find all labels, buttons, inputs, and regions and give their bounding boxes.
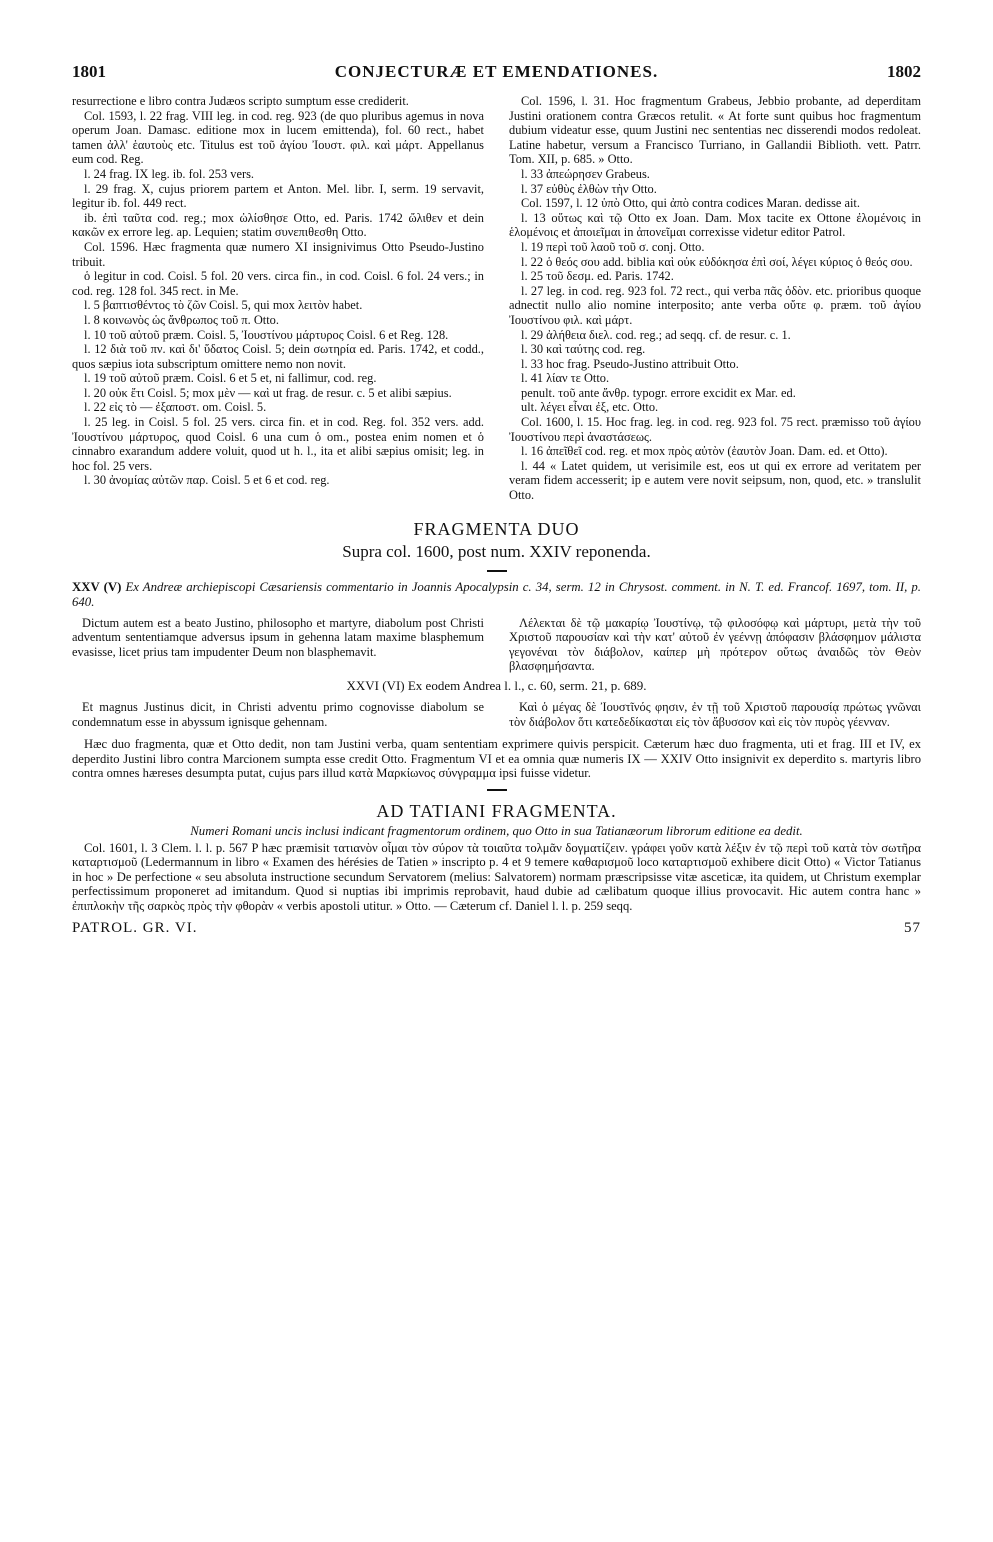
fragment-25-latin-column bbox=[72, 616, 484, 674]
right-column bbox=[509, 94, 921, 503]
note-paragraph: Col. 1596. Hæc fragmenta quæ numero XI insignivimus Otto Pseudo-Justino tribuit. bbox=[72, 239, 484, 269]
fragment-26-greek: Καὶ ὁ μέγας δὲ Ἰουστῖνός φησιν, ἐν τῇ τοῦ Χριστοῦ παρουσίᾳ πρώτως γνῶναι τὸν διάβολον ὅτι κατεδεδίκασται εἰς τὸν ἄβυσσον καὶ εἰς τὸν πυρὸς γέενναν. bbox=[509, 700, 921, 729]
note-paragraph: l. 22 ὁ θεός σου add. biblia καὶ οὐκ εὐδόκησα ἐπὶ σοί, λέγει κύριος ὁ θεός σου. bbox=[521, 254, 913, 269]
note-paragraph: penult. τοῦ ante ἄνθρ. typogr. errore excidit ex Mar. ed. bbox=[521, 385, 796, 400]
note-paragraph: l. 13 οὕτως καὶ τῷ Otto ex Joan. Dam. Mox tacite ex Ottone ἐλομένοις in ἑλομένοις et ἀποιεῖμαι in ἀπονεῖμαι correxisse videtur editor Patrol. bbox=[509, 210, 921, 240]
tatian-heading: AD TATIANI FRAGMENTA. bbox=[376, 800, 617, 821]
section-rule bbox=[487, 570, 507, 572]
note-paragraph: l. 27 leg. in cod. reg. 923 fol. 72 rect., qui verba πᾶς ὁδὸν. etc. prioribus quoque adnectit nullo alio nomine interposito; ante verba οὔτε φ. præm. τοῦ ἁγίου Ἰουστίνου φιλ. καὶ μάρτ. bbox=[509, 283, 921, 327]
note-paragraph: l. 44 « Latet quidem, ut verisimile est, eos ut qui ex errore ad veritatem per veram fidem accesserit; ip e autem vere novit seipsum, non, quod, etc. » translulit Otto. bbox=[509, 458, 921, 503]
footer-signature: PATROL. GR. VI. bbox=[72, 919, 198, 936]
note-paragraph: l. 10 τοῦ αὐτοῦ præm. Coisl. 5, Ἰουστίνου μάρτυρος Coisl. 6 et Reg. 128. bbox=[84, 327, 449, 342]
running-title: CONJECTURÆ ET EMENDATIONES. bbox=[334, 62, 659, 81]
note-paragraph: l. 41 λίαν τε Otto. bbox=[521, 371, 610, 386]
tatian-paragraph: Col. 1601, l. 3 Clem. l. l. p. 567 P hæc præmisit τατιανὸν οἶμαι τὸν σύρον τὰ τοιαῦτα τολμᾶν δογματίζειν. γράφει γοῦν κατὰ λέξιν ἐν τῷ περὶ τοῦ κατὰ τὸν σωτῆρα καταρτισμοῦ (Ledermannum in libro « Examen des hérésies de Tatien » inscripto p. 4 et 9 temere καθαρισμοῦ loco καταρτισμοῦ exhibere dicit Otto) « Victor Tatianus in hoc » De perfectione « seu absoluta instructione secundum Servatorem (melius: Salvatorem) normam præscripsisse vitæ asceticæ, ita quidem, ut Christum exemplar perfectissimum proponeret ad imitandum. Quod si nuptias ibi imprimis reprobavit, haud dubie ad cælibatum quoque illius provocavit. Hic autem contra hanc » ἐπιπλοκὴν τῆς σαρκὸς πρὸς τὴν φθορὰν « verbis apostoli utitur. » Otto. — Cæterum cf. Daniel l. l. p. 259 seqq. bbox=[72, 840, 921, 913]
fragmenta-heading: FRAGMENTA DUO bbox=[413, 518, 580, 539]
note-paragraph: l. 8 κοινωνὸς ὡς ἄνθρωπος τοῦ π. Otto. bbox=[84, 312, 279, 327]
fragment-25-source: Ex Andreæ archiepiscopi Cæsariensis commentario in Joannis Apocalypsin c. 34, serm. 12 in Chrysost. comment. in N. T. ed. Francof. 1697, tom. II, p. 640. bbox=[72, 579, 921, 609]
fragmenta-heading-block bbox=[72, 519, 921, 562]
fragment-26-greek-column bbox=[509, 700, 921, 729]
note-paragraph: Col. 1600, l. 15. Hoc frag. leg. in cod. reg. 923 fol. 75 rect. præmisso τοῦ ἁγίου Ἰουστίνου περὶ ἀναστάσεως. bbox=[509, 415, 921, 444]
fragment-25-texts bbox=[72, 616, 921, 674]
footer-sheet-number: 57 bbox=[904, 919, 921, 936]
note-paragraph: resurrectione e libro contra Judæos scripto sumptum esse crediderit. bbox=[72, 94, 409, 108]
note-paragraph: l. 29 frag. X, cujus priorem partem et Anton. Mel. libr. I, serm. 19 servavit, legitur ib. fol. 449 rect. bbox=[72, 181, 484, 211]
note-paragraph: l. 33 ἀπεώρησεν Grabeus. bbox=[521, 166, 650, 181]
fragmenta-subheading: Supra col. 1600, post num. XXIV reponenda. bbox=[342, 541, 651, 561]
page-footer bbox=[72, 920, 921, 937]
note-paragraph: ult. λέγει εἶναι ἐξ, etc. Otto. bbox=[521, 400, 659, 415]
note-paragraph: l. 25 leg. in Coisl. 5 fol. 25 vers. circa fin. et in cod. Reg. fol. 352 vers. add. Ἰουστίνου μάρτυρος, quod Coisl. 6 una cum ὁ om., postea enim nomen et ὁ cinnabro exarandum addere voluit, quod ut h. l., ita et alibi sæpius omisit; leg. in hoc fol. 25 vers. bbox=[72, 415, 484, 473]
fragment-25-greek-column bbox=[509, 616, 921, 674]
running-head bbox=[72, 62, 921, 82]
note-paragraph: Col. 1596, l. 31. Hoc fragmentum Grabeus, Jebbio probante, ad deperditam Justini orationem contra Græcos retulit. « At forte sunt quibus hoc fragmentum dubium videatur esse, quum Justini nec sententias nec disserendi modos redoleat. Latine habetur, versum a Francisco Turriano, in Gallandii Biblioth. vett. Patrr. Tom. XII, p. 685. » Otto. bbox=[509, 94, 921, 167]
note-paragraph: ὁ legitur in cod. Coisl. 5 fol. 20 vers. circa fin., in cod. Coisl. 6 fol. 24 vers.; in cod. reg. 128 fol. 345 rect. in Me. bbox=[72, 269, 484, 298]
fragments-commentary bbox=[72, 737, 921, 781]
note-paragraph: l. 30 καὶ ταύτης cod. reg. bbox=[521, 342, 646, 357]
fragment-25-number: XXV (V) bbox=[72, 579, 122, 594]
note-paragraph: l. 22 εἰς τὸ — ἐξαποστ. om. Coisl. 5. bbox=[84, 400, 267, 415]
fragment-25-latin: Dictum autem est a beato Justino, philosopho et martyre, diabolum post Christi adventum sententiamque adversus ipsum in gehenna latam maxime blasphemum evasisse, licet prius tam impudenter Deum non blasphemavit. bbox=[72, 615, 484, 659]
note-paragraph: l. 20 οὐκ ἔτι Coisl. 5; mox μὲν — καὶ ut frag. de resur. c. 5 et alibi sæpius. bbox=[84, 385, 452, 400]
note-paragraph: l. 24 frag. IX leg. ib. fol. 253 vers. bbox=[84, 166, 254, 181]
section-rule bbox=[487, 789, 507, 791]
tatian-body bbox=[72, 841, 921, 914]
note-paragraph: l. 37 εὐθὺς ἐλθὼν τὴν Otto. bbox=[521, 181, 657, 196]
note-paragraph: l. 29 ἀλήθεια διελ. cod. reg.; ad seqq. cf. de resur. c. 1. bbox=[521, 327, 791, 342]
note-paragraph: l. 30 ἀνομίας αὐτῶν παρ. Coisl. 5 et 6 et cod. reg. bbox=[84, 473, 330, 488]
fragment-26-title: XXVI (VI) Ex eodem Andrea l. l., c. 60, serm. 21, p. 689. bbox=[346, 678, 647, 693]
fragment-25-title bbox=[72, 580, 921, 610]
note-paragraph: l. 25 τοῦ δεσμ. ed. Paris. 1742. bbox=[521, 269, 674, 284]
note-paragraph: l. 33 hoc frag. Pseudo-Justino attribuit Otto. bbox=[521, 356, 739, 371]
fragment-26-latin: Et magnus Justinus dicit, in Christi adventu primo cognovisse diabolum se condemnatum esse in abyssum ignisque gehennam. bbox=[72, 700, 484, 729]
note-paragraph: l. 19 περὶ τοῦ λαοῦ τοῦ σ. conj. Otto. bbox=[521, 239, 705, 254]
tatian-note: Numeri Romani uncis inclusi indicant fragmentorum ordinem, quo Otto in sua Tatianæorum librorum editione ea dedit. bbox=[190, 823, 803, 838]
notes-columns bbox=[72, 94, 921, 503]
note-paragraph: Col. 1597, l. 12 ὑπὸ Otto, qui ἀπὸ contra codices Maran. dedisse ait. bbox=[521, 196, 860, 211]
note-paragraph: l. 16 ἀπεῖθεῖ cod. reg. et mox πρὸς αὐτὸν (ἑαυτὸν Joan. Dam. ed. et Otto). bbox=[521, 444, 888, 459]
left-page-number: 1801 bbox=[72, 62, 106, 81]
note-paragraph: l. 19 τοῦ αὐτοῦ præm. Coisl. 6 et 5 et, ni fallimur, cod. reg. bbox=[84, 371, 377, 386]
right-page-number: 1802 bbox=[886, 62, 921, 81]
note-paragraph: l. 5 βαπτισθέντος τὸ ζῶν Coisl. 5, qui mox λειτὸν habet. bbox=[84, 298, 363, 313]
commentary-paragraph: Hæc duo fragmenta, quæ et Otto dedit, non tam Justini verba, quam sententiam exprimere quivis perspicit. Cæterum hæc duo fragmenta, uti et frag. III et IV, ex deperdito Justini libro contra Marcionem sumpta esse credit Otto. Fragmentum VI et ea omnia quæ numeris IX — XXIV Otto insignivit ex deperdito s. martyris libro contra omnes hæreses desumpta putat, cujus pars illud κατὰ Μαρκίωνος σύνγραμμα ipsi fuisse videtur. bbox=[72, 737, 921, 781]
note-paragraph: ib. ἐπὶ ταῦτα cod. reg.; mox ὠλίσθησε Otto, ed. Paris. 1742 ὤλιθεν et dein κακῶν ex errore leg. ap. Lequien; statim συνεπιθεσθη Otto. bbox=[72, 210, 484, 240]
note-paragraph: l. 12 διὰ τοῦ πν. καὶ δι' ὕδατος Coisl. 5; dein σωτηρία ed. Paris. 1742, et codd., quos sæpius iota subscriptum omittere nemo non novit. bbox=[72, 342, 484, 371]
fragment-26-texts bbox=[72, 700, 921, 729]
fragment-26-latin-column bbox=[72, 700, 484, 729]
fragment-25-greek: Λέλεκται δὲ τῷ μακαρίῳ Ἰουστίνῳ, τῷ φιλοσόφῳ καὶ μάρτυρι, μετὰ τὴν τοῦ Χριστοῦ παρουσίαν καὶ τὴν κατ' αὐτοῦ ἐν γεέννῃ ἀπόφασιν βλάσφημον μάλιστα γεγονέναι τὸν διάβολον, καίπερ μὴ πρότερον οὕτως ἀναιδῶς τὸν Θεὸν βλασφημήσαντα. bbox=[509, 615, 921, 674]
note-paragraph: Col. 1593, l. 22 frag. VIII leg. in cod. reg. 923 (de quo pluribus agemus in nova operum Joan. Damasc. editione mox in lucem emittenda), fol. 60 rect., habet tamen ἀλλ' ἑαυτοὺς etc. Titulus est τοῦ ἁγίου Ἰουστ. φιλ. καὶ μάρτ. Appellanus eum cod. Reg. bbox=[72, 108, 484, 167]
left-column bbox=[72, 94, 484, 503]
